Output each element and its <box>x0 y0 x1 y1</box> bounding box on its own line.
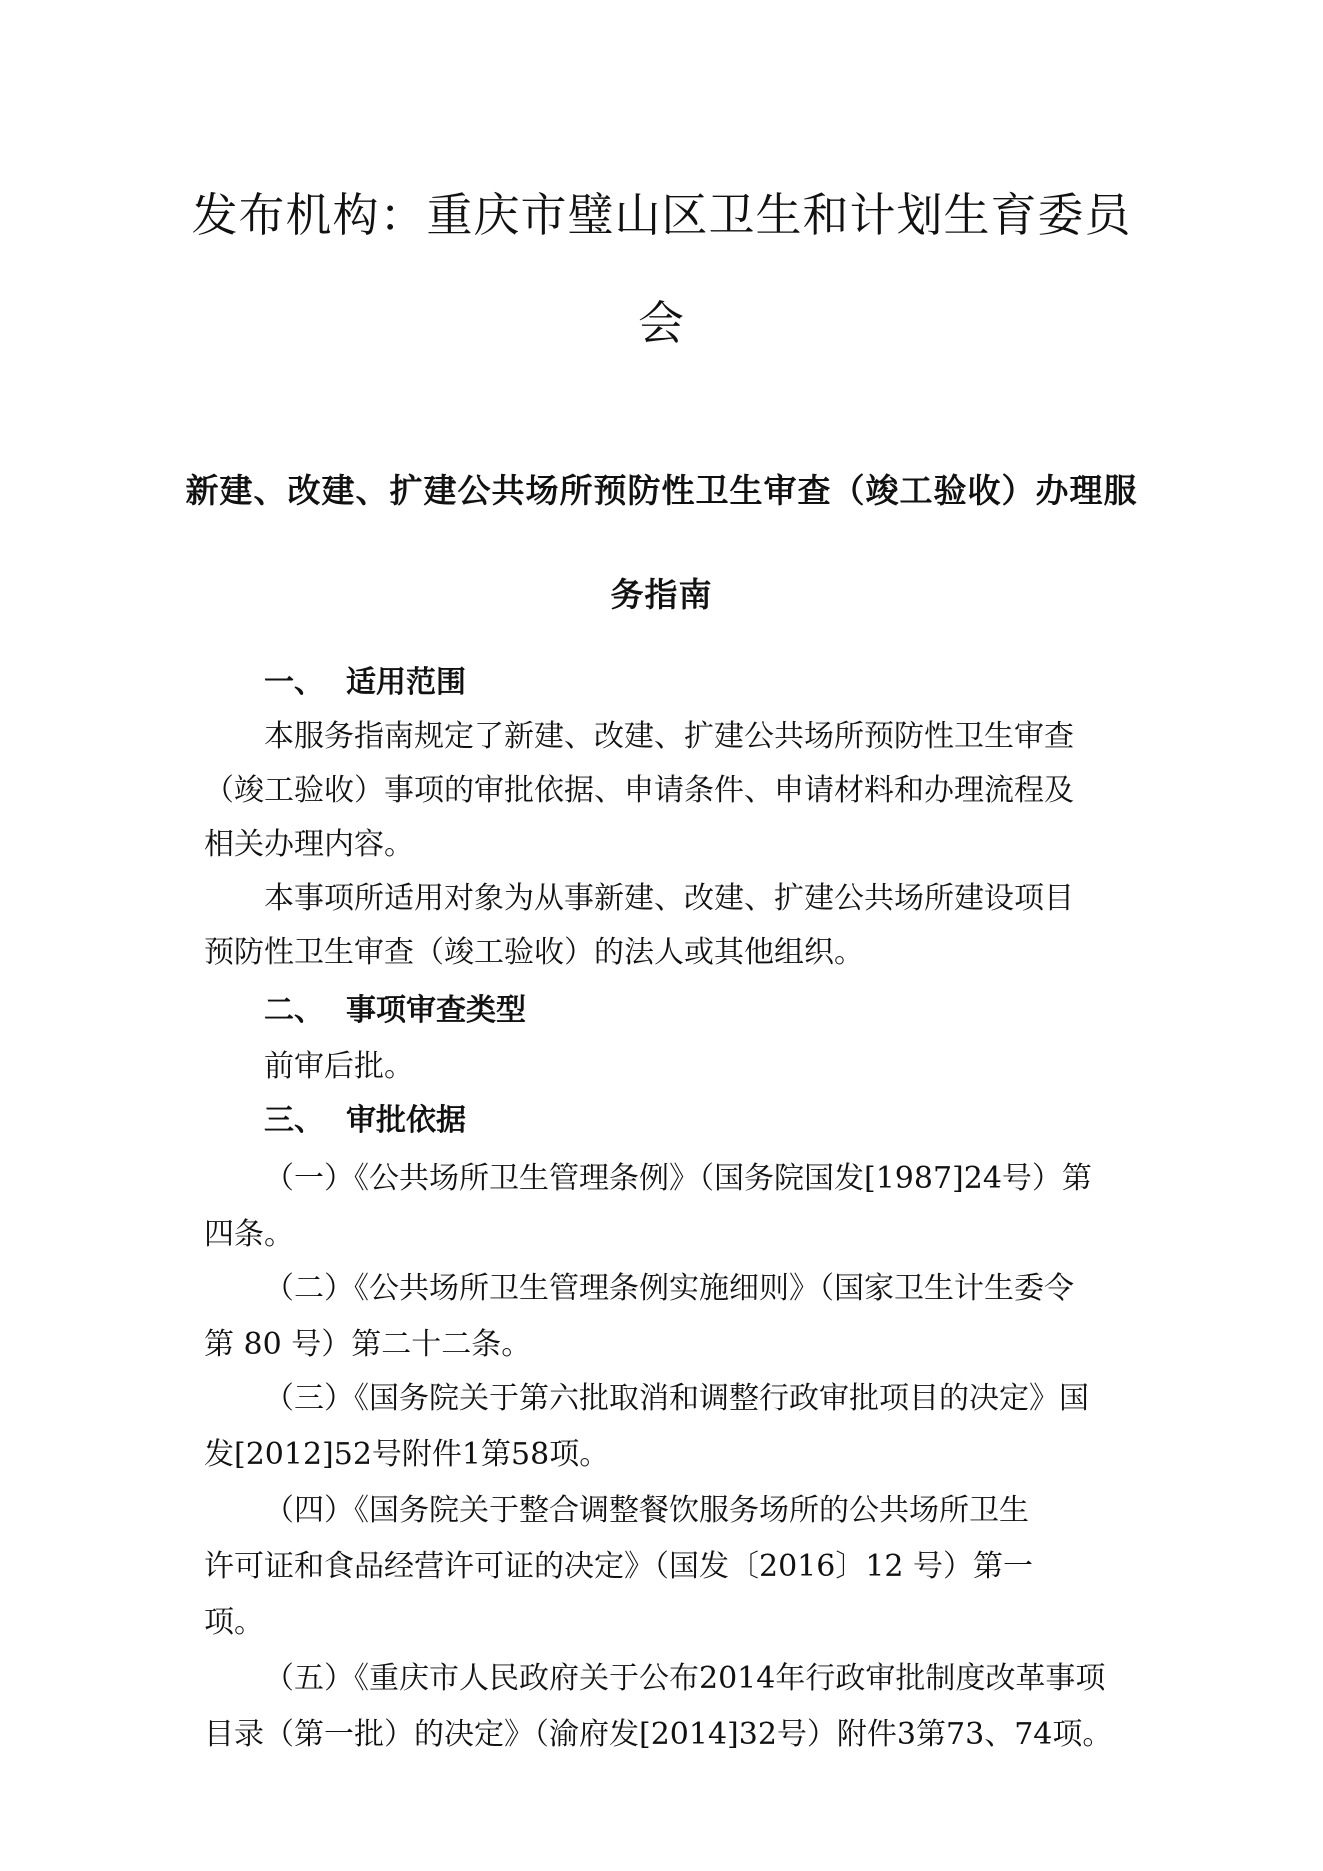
legal-basis-line: （四）《国务院关于整合调整餐饮服务场所的公共场所卫生 <box>264 1493 1029 1528</box>
legal-basis-line: （二）《公共场所卫生管理条例实施细则》（国家卫生计生委令 <box>264 1271 1074 1306</box>
issuer-line-1: 发布机构：重庆市璧山区卫生和计划生育委员 <box>191 188 1132 242</box>
legal-basis-line: 许可证和食品经营许可证的决定》（国发〔2016〕12 号）第一 <box>204 1549 1034 1584</box>
section-number: 一、 <box>264 665 324 700</box>
section-1-heading <box>264 665 466 700</box>
section-title: 适用范围 <box>346 665 466 700</box>
section-3-heading <box>264 1103 466 1138</box>
section-2-heading <box>264 993 526 1028</box>
section-number: 三、 <box>264 1103 324 1138</box>
legal-basis-line: 第 80 号）第二十二条。 <box>204 1327 532 1362</box>
document-title-line-1: 新建、改建、扩建公共场所预防性卫生审查（竣工验收）办理服 <box>185 471 1138 510</box>
legal-basis-line: 四条。 <box>204 1217 294 1252</box>
paragraph-line: 预防性卫生审查（竣工验收）的法人或其他组织。 <box>204 935 864 970</box>
issuer-line-2: 会 <box>638 296 685 350</box>
section-title: 事项审查类型 <box>346 993 526 1028</box>
section-number: 二、 <box>264 993 324 1028</box>
paragraph-line: 相关办理内容。 <box>204 827 414 862</box>
paragraph-line: 本服务指南规定了新建、改建、扩建公共场所预防性卫生审查 <box>264 719 1074 754</box>
document-title-line-2: 务指南 <box>610 575 713 614</box>
legal-basis-line: 发[2012]52号附件1第58项。 <box>204 1437 610 1472</box>
legal-basis-line: 目录（第一批）的决定》（渝府发[2014]32号）附件3第73、74项。 <box>204 1717 1113 1752</box>
paragraph-line: 本事项所适用对象为从事新建、改建、扩建公共场所建设项目 <box>264 881 1074 916</box>
legal-basis-line: 项。 <box>204 1605 264 1640</box>
legal-basis-line: （三）《国务院关于第六批取消和调整行政审批项目的决定》国 <box>264 1381 1089 1416</box>
legal-basis-line: （一）《公共场所卫生管理条例》（国务院国发[1987]24号）第 <box>264 1161 1092 1196</box>
paragraph-line: 前审后批。 <box>264 1049 414 1084</box>
legal-basis-line: （五）《重庆市人民政府关于公布2014年行政审批制度改革事项 <box>264 1661 1106 1696</box>
section-title: 审批依据 <box>346 1103 466 1138</box>
paragraph-line: （竣工验收）事项的审批依据、申请条件、申请材料和办理流程及 <box>204 773 1074 808</box>
